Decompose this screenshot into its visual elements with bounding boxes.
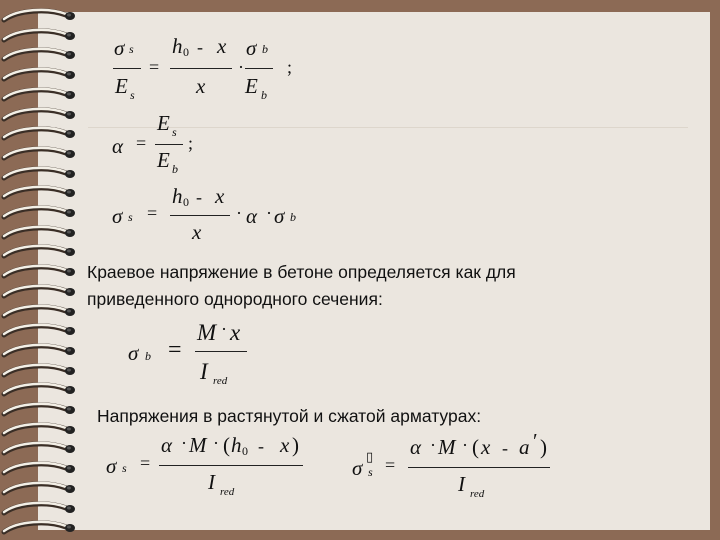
- binding-ring: [0, 479, 80, 499]
- equals-sign: =: [149, 57, 160, 77]
- right-paren: ): [540, 435, 547, 459]
- binding-ring: [0, 105, 80, 125]
- fraction-bar: [170, 68, 232, 69]
- subscript-0: 0: [242, 444, 248, 458]
- E-symbol: E: [115, 74, 128, 98]
- subscript-0: 0: [183, 45, 189, 59]
- binding-ring: [0, 45, 80, 65]
- fraction-bar: [408, 467, 550, 468]
- a-symbol: a: [519, 435, 530, 459]
- prime-placeholder-glyph: ▯: [366, 449, 374, 464]
- binding-ring: [0, 242, 80, 262]
- binding-ring: [0, 361, 80, 381]
- minus-sign: -: [197, 37, 203, 57]
- equals-sign: =: [147, 203, 158, 223]
- M-symbol: M: [197, 320, 217, 345]
- right-paren: ): [292, 433, 299, 457]
- spiral-binding: [0, 0, 80, 540]
- subscript-s: s: [368, 465, 373, 479]
- equals-sign: =: [168, 337, 182, 363]
- I-symbol: I: [208, 470, 215, 494]
- M-symbol: M: [438, 435, 456, 459]
- sigma-symbol: σ: [112, 204, 123, 228]
- x-symbol: x: [217, 34, 227, 58]
- subscript-s: s: [130, 88, 135, 102]
- E-symbol: E: [157, 111, 170, 135]
- E-symbol: E: [245, 74, 258, 98]
- alpha-symbol: α: [410, 435, 422, 459]
- subscript-0: 0: [183, 195, 189, 209]
- fraction-bar: [245, 68, 273, 69]
- sigma-symbol: σ: [106, 454, 117, 478]
- subscript-b: b: [172, 162, 178, 176]
- M-symbol: M: [189, 433, 207, 457]
- I-symbol: I: [458, 472, 465, 496]
- minus-sign: -: [258, 436, 264, 456]
- dot-operator: ·: [221, 319, 227, 339]
- x-symbol: x: [196, 74, 206, 98]
- binding-ring: [0, 518, 80, 538]
- h-symbol: h: [172, 34, 183, 58]
- paragraph-line: Напряжения в растянутой и сжатой арматурах:: [97, 406, 482, 426]
- subscript-b: b: [262, 42, 268, 56]
- subscript-b: b: [261, 88, 267, 102]
- x-symbol: x: [280, 433, 290, 457]
- page-ruling-line: [88, 127, 688, 128]
- binding-ring: [0, 420, 80, 440]
- fraction-bar: [155, 144, 183, 145]
- I-symbol: I: [200, 359, 208, 384]
- paragraph-line: Краевое напряжение в бетоне определяется как для: [87, 262, 516, 282]
- subscript-s: s: [122, 461, 127, 475]
- binding-ring: [0, 459, 80, 479]
- sigma-symbol: σ: [128, 341, 139, 365]
- h-symbol: h: [231, 433, 242, 457]
- x-symbol: x: [215, 184, 225, 208]
- binding-ring: [0, 85, 80, 105]
- paragraph-line: приведенного однородного сечения:: [87, 289, 383, 309]
- binding-ring: [0, 302, 80, 322]
- left-paren: (: [223, 433, 230, 457]
- subscript-b: b: [290, 210, 296, 224]
- semicolon: ;: [188, 133, 194, 153]
- dot-operator: ·: [266, 203, 272, 223]
- binding-ring: [0, 203, 80, 223]
- subscript-s: s: [129, 42, 134, 56]
- dot-operator: ·: [213, 433, 219, 453]
- dot-operator: ·: [430, 435, 436, 455]
- binding-ring: [0, 164, 80, 184]
- binding-ring: [0, 282, 80, 302]
- subscript-red: red: [213, 375, 228, 387]
- x-symbol: x: [192, 220, 202, 244]
- binding-ring: [0, 144, 80, 164]
- subscript-red: red: [470, 488, 485, 500]
- binding-ring: [0, 183, 80, 203]
- binding-ring: [0, 439, 80, 459]
- binding-ring: [0, 380, 80, 400]
- minus-sign: -: [502, 438, 508, 458]
- h-symbol: h: [172, 184, 183, 208]
- sigma-symbol: σ: [274, 204, 285, 228]
- dot-operator: ·: [238, 57, 244, 77]
- subscript-s: s: [172, 125, 177, 139]
- minus-sign: -: [196, 187, 202, 207]
- equals-sign: =: [136, 133, 147, 153]
- sigma-symbol: σ: [352, 456, 363, 480]
- x-symbol: x: [481, 435, 491, 459]
- subscript-red: red: [220, 486, 235, 498]
- sigma-symbol: σ: [114, 36, 125, 60]
- left-paren: (: [472, 435, 479, 459]
- subscript-s: s: [128, 210, 133, 224]
- semicolon: ;: [287, 57, 293, 77]
- binding-ring: [0, 65, 80, 85]
- dot-operator: ·: [236, 203, 242, 223]
- fraction-bar: [159, 465, 303, 466]
- binding-ring: [0, 400, 80, 420]
- binding-ring: [0, 6, 80, 26]
- dot-operator: ·: [462, 435, 468, 455]
- alpha-symbol: α: [161, 433, 173, 457]
- alpha-symbol: α: [246, 204, 258, 228]
- x-symbol: x: [230, 320, 241, 345]
- binding-ring: [0, 499, 80, 519]
- alpha-symbol: α: [112, 134, 124, 158]
- dot-operator: ·: [181, 433, 187, 453]
- fraction-bar: [113, 68, 141, 69]
- binding-ring: [0, 124, 80, 144]
- binding-ring: [0, 341, 80, 361]
- fraction-bar: [195, 351, 247, 352]
- sigma-symbol: σ: [246, 36, 257, 60]
- E-symbol: E: [157, 148, 170, 172]
- binding-ring: [0, 223, 80, 243]
- prime-mark: ʹ: [533, 429, 538, 453]
- binding-ring: [0, 321, 80, 341]
- subscript-b: b: [145, 349, 151, 363]
- fraction-bar: [170, 215, 230, 216]
- equals-sign: =: [140, 453, 151, 473]
- binding-ring: [0, 262, 80, 282]
- binding-ring: [0, 26, 80, 46]
- equals-sign: =: [385, 455, 396, 475]
